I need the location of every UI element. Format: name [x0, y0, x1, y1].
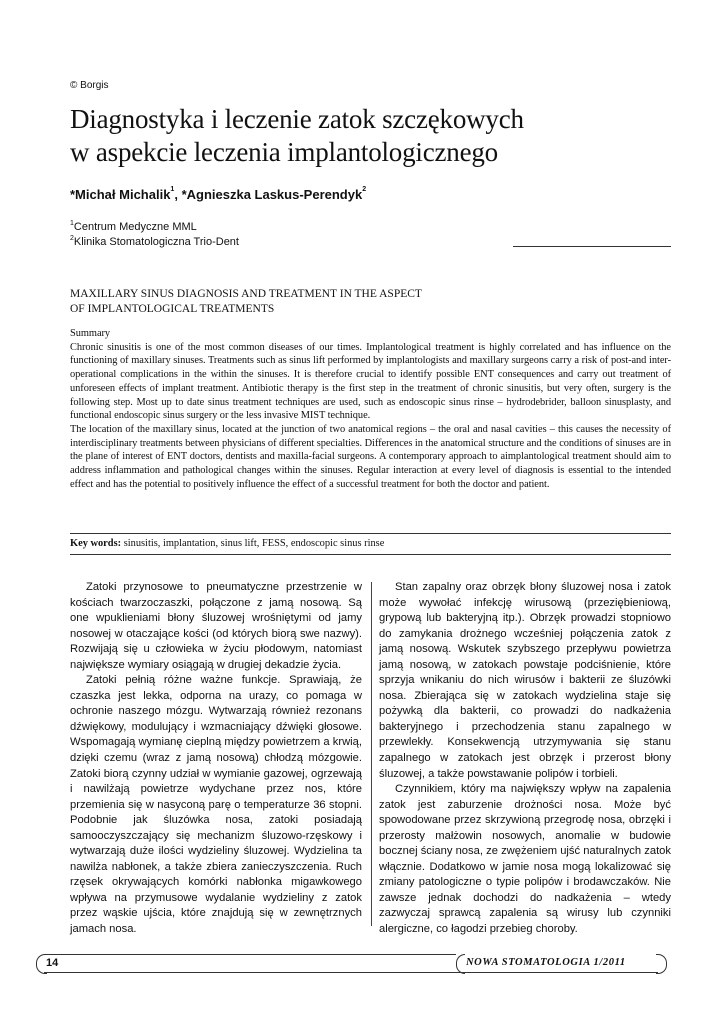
author-name: *Agnieszka Laskus-Perendyk [181, 187, 363, 202]
footer-bracket [656, 954, 667, 974]
author-name: *Michał Michalik [70, 187, 171, 202]
keywords-rule-top [70, 533, 671, 534]
english-title-line2: OF IMPLANTOLOGICAL TREATMENTS [70, 302, 275, 315]
affiliation-text: Centrum Medyczne MML [73, 221, 197, 233]
article-title [70, 103, 524, 169]
body-paragraph: Czynnikiem, który ma największy wpływ na zapalenia zatok jest zaburzenie drożności nosa. Może być spowodowane przez skrzywioną przegrodę nosa, obrzęki i przerosty małżowin nosowych, anomalie w budowie bocznej ściany nosa, ze zwężeniem ujść naturalnych zatok włącznie. Dodatkowo w jamie nosa mogą lokalizować się zmiany patologiczne o typie polipów i brodawczaków. Nie zawsze jednak dochodzi do nadkażenia – wtedy zazwyczaj sprawcą zapalenia są wirusy lub czynniki alergiczne, co łagodzi przebieg choroby. [379, 783, 671, 936]
column-divider [371, 582, 372, 926]
keywords-rule-bottom [70, 554, 671, 555]
affiliation [70, 221, 197, 233]
article-title-line1: Diagnostyka i leczenie zatok szczękowych [70, 104, 524, 134]
body-paragraph: Zatoki przynosowe to pneumatyczne przestrzenie w kościach twarzoczaszki, połączone z jamą nosową. Są one wpuklieniami błony śluzowej wrośniętymi od jamy nosowej w otaczające kości (od których biorą swe nazwy). Rozwijają się u człowieka w życiu płodowym, natomiast największe wymiary osiągają w drugiej dekadzie życia. [70, 581, 362, 671]
abstract [70, 327, 671, 491]
footer-rule [44, 972, 658, 973]
article-title-line2: w aspekcie leczenia implantologicznego [70, 137, 498, 167]
body-paragraph: Zatoki pełnią różne ważne funkcje. Sprawiają, że czaszka jest lekka, odporna na urazy, co pomaga w ochronie naszego mózgu. Wytwarzają również rezonans dźwiękowy, modulujący i wzmacniający dźwięki głosowe. Wspomagają wymianę cieplną między powietrzem a krwią, dzięki czemu (wraz z jamą nosową) chłodzą mózgowie. Zatoki biorą czynny udział w wymianie gazowej, ogrzewają i nawilżają powietrze wydychane przez nos, które przemienia się w nasyconą parę o temperaturze 36 stopni. Podobnie jak śluzówka nosa, zatoki posiadają samooczyszczający się mechanizm śluzowo-rzęskowy i wytwarzają duże ilości wydzieliny śluzowej. Wydzielina ta nawilża nabłonek, a także zbiera zanieczyszczenia. Ruch rzęsek okrywających komórki nabłonka migawkowego wpływa na przymusowe wydalanie wydzieliny z zatok przez wąskie ujścia, które znajdują się w zewnętrznych jamach nosa. [70, 674, 362, 936]
keywords-label: Key words: [70, 538, 122, 549]
author-list [70, 187, 366, 202]
copyright-notice: © Borgis [70, 80, 109, 91]
affiliation-marker: 2 [70, 235, 74, 242]
author-separator: , [174, 187, 182, 202]
author-affiliation-marker: 1 [170, 186, 175, 193]
page-number: 14 [46, 957, 59, 969]
affiliation-divider [513, 246, 671, 247]
keywords [70, 538, 384, 549]
footer-bracket [456, 954, 465, 974]
english-title-line1: MAXILLARY SINUS DIAGNOSIS AND TREATMENT IN THE ASPECT [70, 288, 422, 300]
abstract-paragraph: Chronic sinusitis is one of the most common diseases of our times. Implantological treatment is highly correlated and has influence on the functioning of maxillary sinuses. Treatments such as sinus lift performed by implantologists and maxillary surgeons carry a risk of post-and inter-operational complications in the within the sinuses. It is therefore crucial to identify possible ENT consequences and carry out treatment of unforeseen effects of implant treatment. Antibiotic therapy is the first step in the treatment of chronic sinusitis, but very often, surgery is the following step. Most up to date sinus treatment techniques are used, such as endoscopic sinus rinse – hydrodebrider, balloon sinusplasty, and functional endoscopic sinus surgery or the less invasive MIST technique. [70, 341, 671, 422]
english-title [70, 287, 630, 316]
author-affiliation-marker: 2 [362, 186, 367, 193]
affiliation-marker: 1 [70, 220, 74, 227]
affiliation-text: Klinika Stomatologiczna Trio-Dent [73, 236, 239, 248]
abstract-heading: Summary [70, 328, 111, 339]
journal-name: NOWA STOMATOLOGIA 1/2011 [466, 957, 626, 968]
body-column-left [70, 580, 362, 938]
page-footer [36, 953, 666, 975]
body-paragraph: Stan zapalny oraz obrzęk błony śluzowej nosa i zatok może wywołać infekcję wirusową (przeziębieniową, grypową lub bakteryjną itp.). Obrzęk prowadzi stopniowo do zamykania drożnego wcześniej połączenia zatok z jamą nosową. Wskutek szybszego przepływu powietrza jamą nosową, w zatokach powstaje podciśnienie, które sprzyja wnikaniu do nich wirusów i bakterii ze śluzówki nosa. Zbierająca się w zatokach wydzielina staje się pożywką dla bakterii, co prowadzi do nadkażenia bakteryjnego i przechodzenia stanu zapalnego w przewlekły. Konsekwencją utrzymywania się stanu zapalnego w zatokach jest obrzęk i przerost błony śluzowej, a także powstawanie polipów i torbieli. [379, 581, 671, 780]
abstract-paragraph: The location of the maxillary sinus, located at the junction of two anatomical regions – the oral and nasal cavities – this causes the necessity of interdisciplinary treatments between physicians of different specialties. Differences in the anatomical structure and the conditions of sinuses are in the plane of interest of ENT doctors, dentists and maxilla-facial surgeons. A contemporary approach to aimplantological treatment should aim to address inflammation and pathological changes within the sinuses. Regular interaction at every level of diagnosis is essential to the intended effect and has the potential to positively influence the effect of a successful treatment for both the doctor and patient. [70, 423, 671, 490]
body-column-right [379, 580, 671, 938]
affiliation [70, 236, 239, 248]
keywords-text: sinusitis, implantation, sinus lift, FESS, endoscopic sinus rinse [121, 538, 385, 549]
